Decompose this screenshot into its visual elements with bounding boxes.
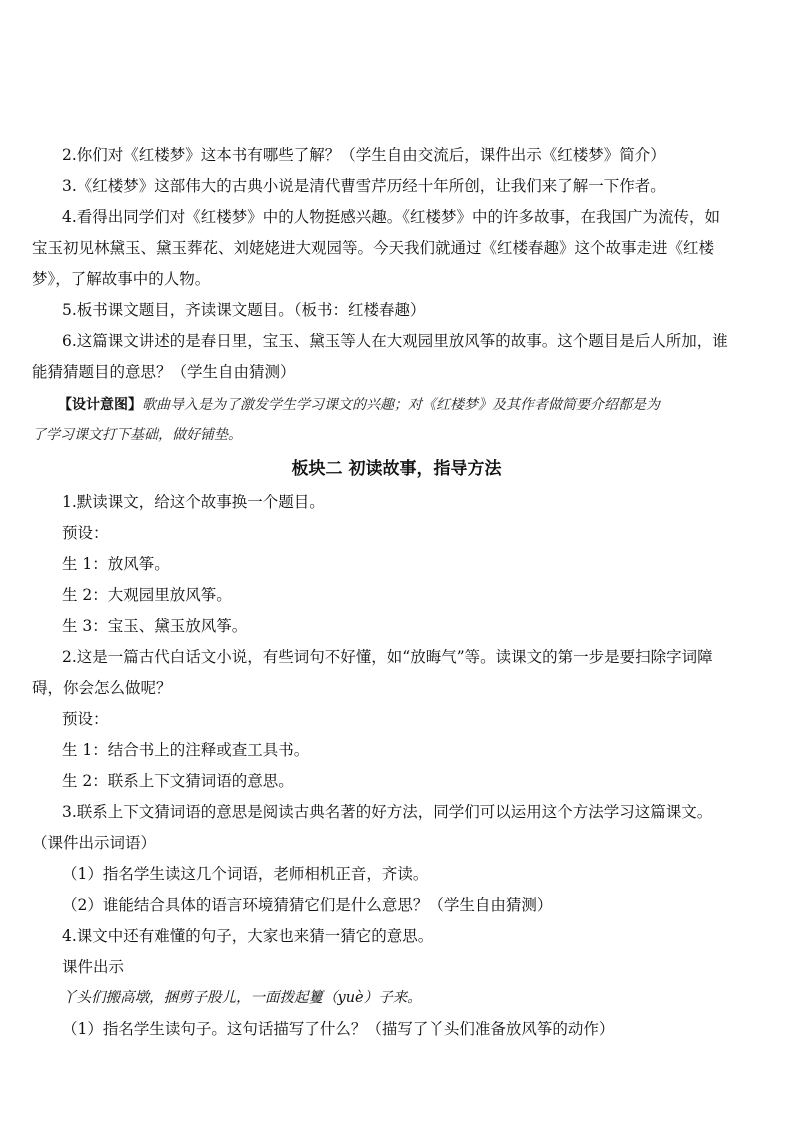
paragraph-line xyxy=(0,362,793,382)
text: 预设： xyxy=(62,524,109,542)
text: 生 1：放风筝。 xyxy=(62,555,170,573)
text: 5.板书课文题目，齐读课文题目。（板书：红楼春趣） xyxy=(62,301,426,319)
paragraph-line xyxy=(0,585,793,605)
paragraph-line xyxy=(0,176,793,196)
design-intent-note xyxy=(0,425,793,445)
text: 碍，你会怎么做呢？ xyxy=(32,679,172,697)
text: 课件出示 xyxy=(62,958,125,976)
section-heading: 板块二 初读故事，指导方法 xyxy=(291,459,502,479)
text: 了学习课文打下基础，做好铺垫。 xyxy=(32,427,242,443)
paragraph-line xyxy=(0,802,793,822)
text: 梦》，了解故事中的人物。 xyxy=(32,270,211,288)
text: 生 3：宝玉、黛玉放风筝。 xyxy=(62,617,248,635)
paragraph-line xyxy=(0,300,793,320)
paragraph-line xyxy=(0,709,793,729)
text: 3.《红楼梦》这部伟大的古典小说是清代曹雪芹历经十年所创，让我们来了解一下作者。 xyxy=(62,177,666,195)
paragraph-line xyxy=(0,957,793,977)
paragraph-line xyxy=(0,926,793,946)
text: 6.这篇课文讲述的是春日里，宝玉、黛玉等人在大观园里放风筝的故事。这个题目是后人所加，谁 xyxy=(62,332,728,350)
paragraph-line xyxy=(0,895,793,915)
paragraph-line xyxy=(0,647,793,667)
paragraph-line xyxy=(0,269,793,289)
text: 丫头们搬高墩，捆剪子股儿，一面拨起籰（yuè）子来。 xyxy=(62,990,422,1006)
paragraph-line xyxy=(0,492,793,512)
design-intent-note xyxy=(0,395,793,415)
paragraph-line xyxy=(0,145,793,165)
text: 生 2：大观园里放风筝。 xyxy=(62,586,232,604)
text: 生 1：结合书上的注释或查工具书。 xyxy=(62,741,310,759)
paragraph-line xyxy=(0,207,793,227)
text: （1）指名学生读这几个词语，老师相机正音，齐读。 xyxy=(62,865,429,883)
paragraph-line xyxy=(0,554,793,574)
text: 4.课文中还有难懂的句子，大家也来猜一猜它的意思。 xyxy=(62,927,434,945)
paragraph-line xyxy=(0,864,793,884)
text: （2）谁能结合具体的语言环境猜猜它们是什么意思？（学生自由猜测） xyxy=(62,896,553,914)
paragraph-line xyxy=(0,1019,793,1039)
paragraph-line xyxy=(0,771,793,791)
text: 2.这是一篇古代白话文小说，有些词句不好懂，如“放晦气”等。读课文的第一步是要扫除字词障 xyxy=(62,648,713,666)
paragraph-line xyxy=(0,678,793,698)
text: 4.看得出同学们对《红楼梦》中的人物挺感兴趣。《红楼梦》中的许多故事，在我国广为流传，如 xyxy=(62,208,721,226)
text: 宝玉初见林黛玉、黛玉葬花、刘姥姥进大观园等。今天我们就通过《红楼春趣》这个故事走进《红楼 xyxy=(32,239,715,257)
paragraph-line xyxy=(0,740,793,760)
text: 预设： xyxy=(62,710,109,728)
paragraph-line xyxy=(0,523,793,543)
text: （课件出示词语） xyxy=(32,834,157,852)
text: 1.默读课文，给这个故事换一个题目。 xyxy=(62,493,325,511)
text: 能猜猜题目的意思？（学生自由猜测） xyxy=(32,363,296,381)
paragraph-line xyxy=(0,616,793,636)
text: 歌曲导入是为了激发学生学习课文的兴趣；对《红楼梦》及其作者做简要介绍都是为 xyxy=(142,397,660,413)
paragraph-line xyxy=(0,238,793,258)
text: （1）指名学生读句子。这句话描写了什么？（描写了丫头们准备放风筝的动作） xyxy=(62,1020,615,1038)
paragraph-line xyxy=(0,833,793,853)
text: 生 2：联系上下文猜词语的意思。 xyxy=(62,772,294,790)
design-intent-label: 【设计意图】 xyxy=(58,397,142,413)
paragraph-line xyxy=(0,331,793,351)
text: 3.联系上下文猜词语的意思是阅读古典名著的好方法，同学们可以运用这个方法学习这篇课文。 xyxy=(62,803,713,821)
quoted-sentence xyxy=(0,988,793,1008)
text: 2.你们对《红楼梦》这本书有哪些了解？（学生自由交流后，课件出示《红楼梦》简介） xyxy=(62,146,666,164)
